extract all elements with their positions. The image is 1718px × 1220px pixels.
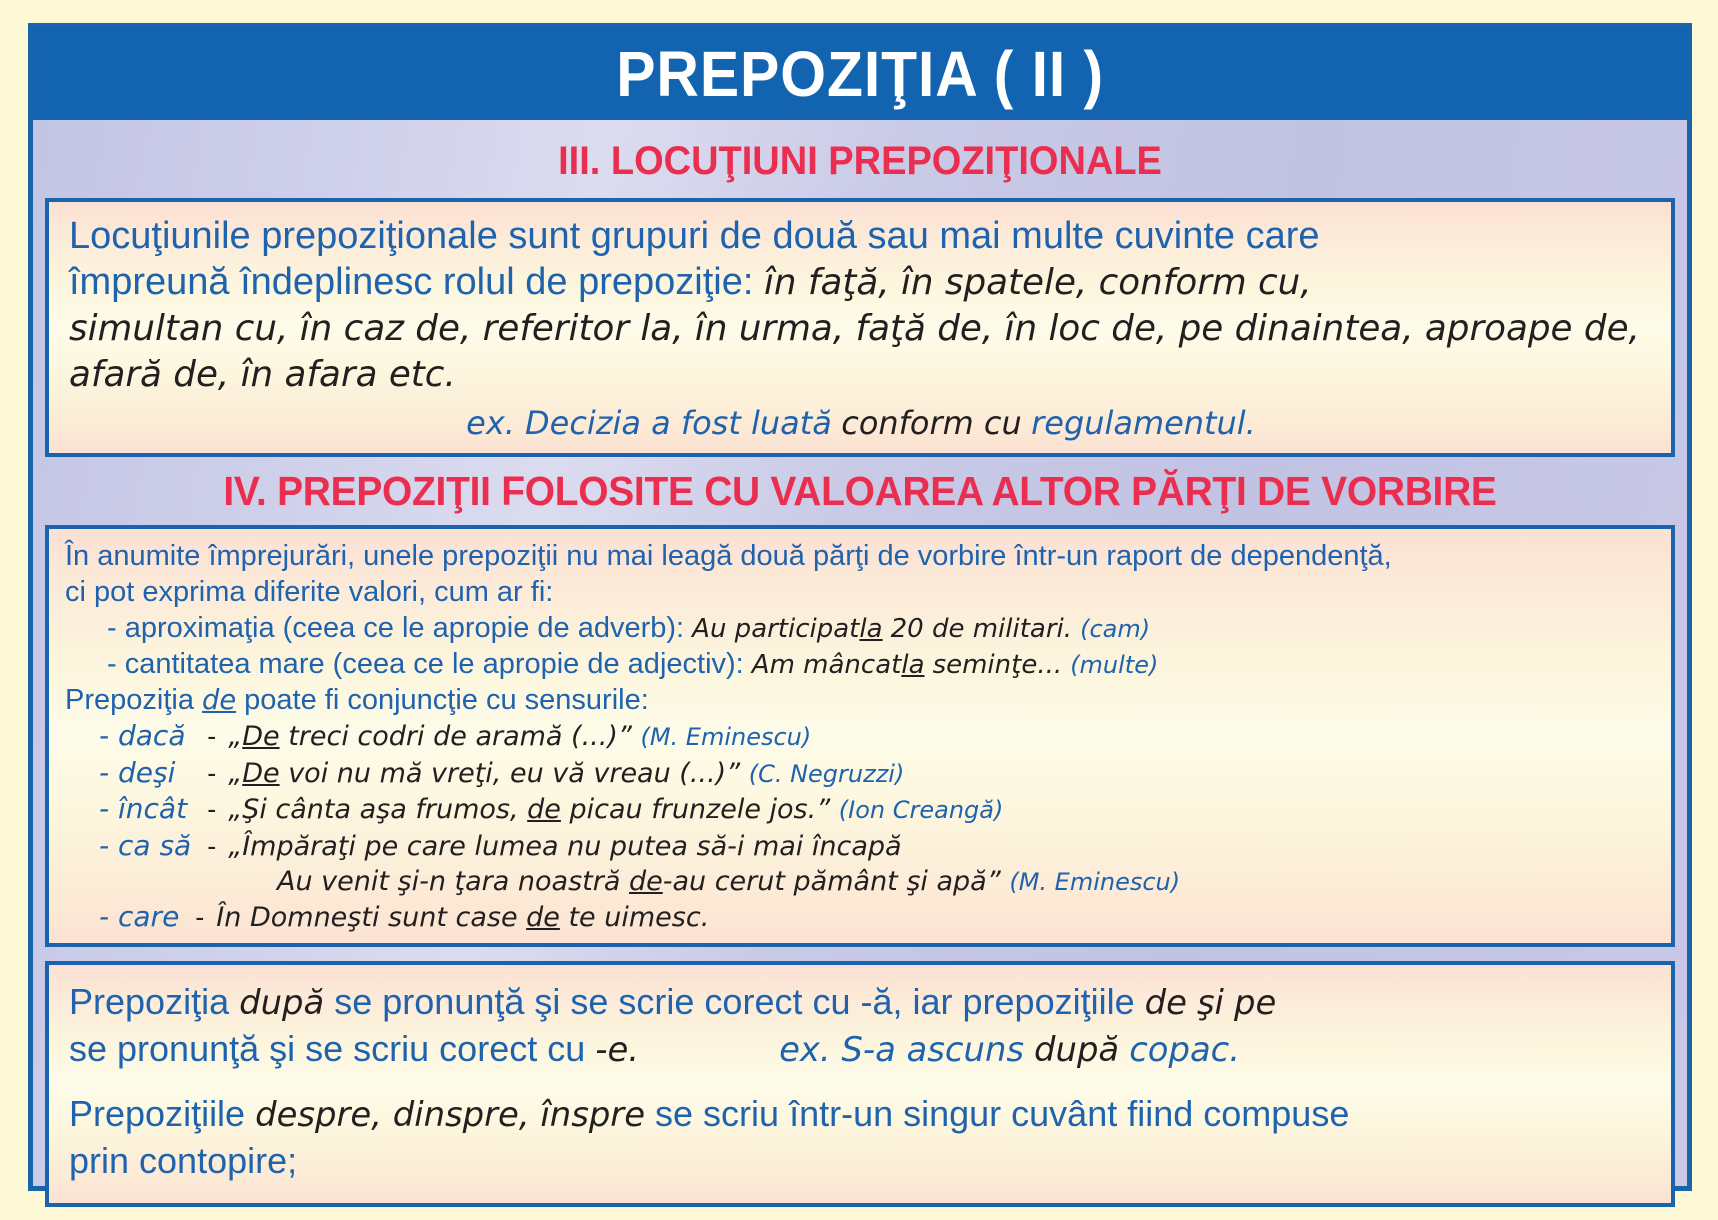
example-prefix: ex. Decizia a fost luată (466, 403, 832, 442)
sense-quote-care (216, 899, 709, 935)
sense-quote-care-post: te uimesc. (559, 902, 710, 933)
sense-quote-care-marked: de (526, 902, 560, 933)
note2-line2: prin contopire; (69, 1139, 298, 1181)
bullet-approximation-example-marked: la (859, 614, 883, 645)
bullet-approximation (65, 610, 1657, 646)
sense-quote-desi (228, 755, 1003, 791)
bullet-approximation-example-pre: Au participat (692, 614, 860, 645)
definition-line-1 (69, 214, 1653, 260)
note1-example-pre: ex. S-a ascuns (779, 1030, 1025, 1070)
note2-line1 (69, 1091, 1653, 1138)
locution-examples-3: afară de, în afara etc. (69, 353, 456, 395)
sense-dash-desi: - (207, 757, 217, 788)
sense-quote-casa-continuation (277, 864, 1657, 899)
locution-examples-2: simultan cu, în caz de, referitor la, în urma, faţă de, în loc de, pe dinaintea, aproape de, (69, 307, 1640, 349)
sense-row-daca (99, 718, 1003, 754)
bullet-quantity (65, 646, 1657, 682)
sense-cite-daca: (M. Eminescu) (640, 723, 812, 752)
note1-d: se pronunţă şi se scriu corect cu (69, 1028, 586, 1070)
bullet-quantity-label: - cantitatea mare (ceea ce le apropie de adjectiv): (107, 648, 744, 681)
definition-line-4 (69, 352, 1653, 398)
sense-row-desi (99, 755, 1003, 791)
intro-line-2: ci pot exprima diferite valori, cum ar fi: (65, 575, 554, 608)
note1-word-de: de (1144, 983, 1187, 1023)
note1-e: -e. (595, 1030, 640, 1070)
sense-quote-care-pre: În Domneşti sunt case (216, 902, 527, 933)
sense-row-casa (99, 828, 1003, 864)
continuation-post: -au cerut pământ şi apă” (662, 865, 1001, 897)
sense-quote-incat (228, 791, 1003, 827)
bullet-approximation-example-post: 20 de militari. (890, 614, 1073, 645)
sense-label-incat: - încât (99, 792, 188, 826)
sense-cite-desi: (C. Negruzzi) (748, 759, 905, 788)
conjunction-intro-post: poate fi conjuncţie cu sensurile: (244, 683, 649, 716)
sense-quote-incat-pre: „Şi cânta aşa frumos, (228, 794, 528, 826)
sense-dash-incat: - (207, 794, 217, 825)
definition-lead2-text: împreună îndeplinesc rolul de prepoziţie: (69, 260, 754, 303)
note1-line1 (69, 979, 1653, 1026)
definition-lead-text: Locuţiunile prepoziţionale sunt grupuri de două sau mai multe cuvinte care (69, 215, 1320, 257)
page-title: PREPOZIŢIA ( II ) (616, 38, 1104, 110)
sense-quote-daca (228, 718, 1003, 754)
sense-quote-desi-marked: De (242, 757, 280, 789)
note1-c: şi (1196, 983, 1224, 1023)
section-heading-iv: IV. PREPOZIŢII FOLOSITE CU VALOAREA ALTOR PĂRŢI DE VORBIRE (223, 467, 1497, 514)
continuation-pre: Au venit şi-n ţara noastră (277, 865, 629, 897)
note2-a: Prepoziţiile (69, 1092, 246, 1134)
senses-table-last (99, 899, 709, 935)
continuation-marked: de (628, 865, 663, 897)
example-locution: conform cu (841, 403, 1022, 442)
bullet-approximation-gloss: (cam) (1080, 615, 1151, 644)
note2-words: despre, dinspre, înspre (255, 1094, 646, 1134)
sense-cite-incat: (Ion Creangă) (838, 796, 1004, 825)
definition-line-3 (69, 306, 1653, 352)
continuation-cite: (M. Eminescu) (1009, 867, 1181, 896)
note1-b: se pronunţă şi se scrie corect cu -ă, iar prepoziţiile (334, 981, 1135, 1023)
notes-box (45, 961, 1675, 1206)
bullet-quantity-example-marked: la (901, 650, 925, 681)
sense-quote-casa: „Împăraţi pe care lumea nu putea să-i mai încapă (228, 830, 902, 862)
sense-quote-daca-marked: De (242, 721, 280, 753)
conjunction-intro-pre: Prepoziţia (65, 683, 194, 716)
sense-row-care (99, 899, 709, 935)
section-iii-example-line (69, 398, 1653, 443)
note1-line2 (69, 1026, 1653, 1073)
definition-line-2 (69, 260, 1653, 306)
sense-dash-care: - (195, 902, 205, 932)
sense-row-incat (99, 791, 1003, 827)
note2-b: se scriu într-un singur cuvânt fiind compuse (655, 1092, 1350, 1134)
section-iii-content-box (45, 198, 1675, 457)
sense-quote-daca-pre: „ (228, 721, 243, 753)
sense-quote-incat-marked: de (527, 794, 561, 826)
note1-word-dupa: după (239, 983, 325, 1023)
sense-quote-desi-post: voi nu mă vreţi, eu vă vreau (...)” (279, 757, 741, 789)
section-heading-iii: III. LOCUŢIUNI PREPOZIŢIONALE (558, 139, 1162, 183)
section-iv-content-box (45, 525, 1675, 948)
sense-label-care: - care (99, 900, 180, 933)
bullet-quantity-example-pre: Am mâncat (751, 650, 902, 681)
intro-line-1: În anumite împrejurări, unele prepoziţii nu mai leagă două părţi de vorbire într-un raport de dependenţă, (65, 539, 1392, 572)
sense-quote-daca-post: treci codri de aramă (...)” (279, 721, 632, 753)
note1-a: Prepoziţia (69, 981, 230, 1023)
title-bar (33, 28, 1687, 120)
sense-dash-daca: - (207, 721, 217, 752)
note1-example-post: copac. (1129, 1030, 1241, 1070)
poster-frame (28, 23, 1692, 1191)
example-suffix: regulamentul. (1031, 403, 1256, 442)
bullet-approximation-label: - aproximaţia (ceea ce le apropie de adverb): (107, 612, 685, 645)
bullet-quantity-example-post: seminţe... (932, 650, 1063, 681)
note1-example-word: după (1034, 1030, 1120, 1070)
conjunction-intro-marked: de (202, 684, 237, 716)
sense-label-casa: - ca să (99, 828, 192, 862)
senses-table (99, 718, 1003, 864)
sense-quote-incat-post: picau frunzele jos.” (560, 794, 831, 826)
sense-dash-casa: - (207, 830, 217, 861)
sense-label-desi: - deşi (99, 755, 176, 789)
bullet-quantity-gloss: (multe) (1070, 651, 1159, 680)
locution-examples-1: în faţă, în spatele, conform cu, (763, 261, 1312, 303)
note1-word-pe: pe (1233, 983, 1277, 1023)
sense-label-daca: - dacă (99, 719, 186, 753)
sense-quote-desi-pre: „ (228, 757, 243, 789)
notes-divider-space (69, 1073, 1653, 1091)
conjunction-intro-line (65, 683, 1657, 719)
